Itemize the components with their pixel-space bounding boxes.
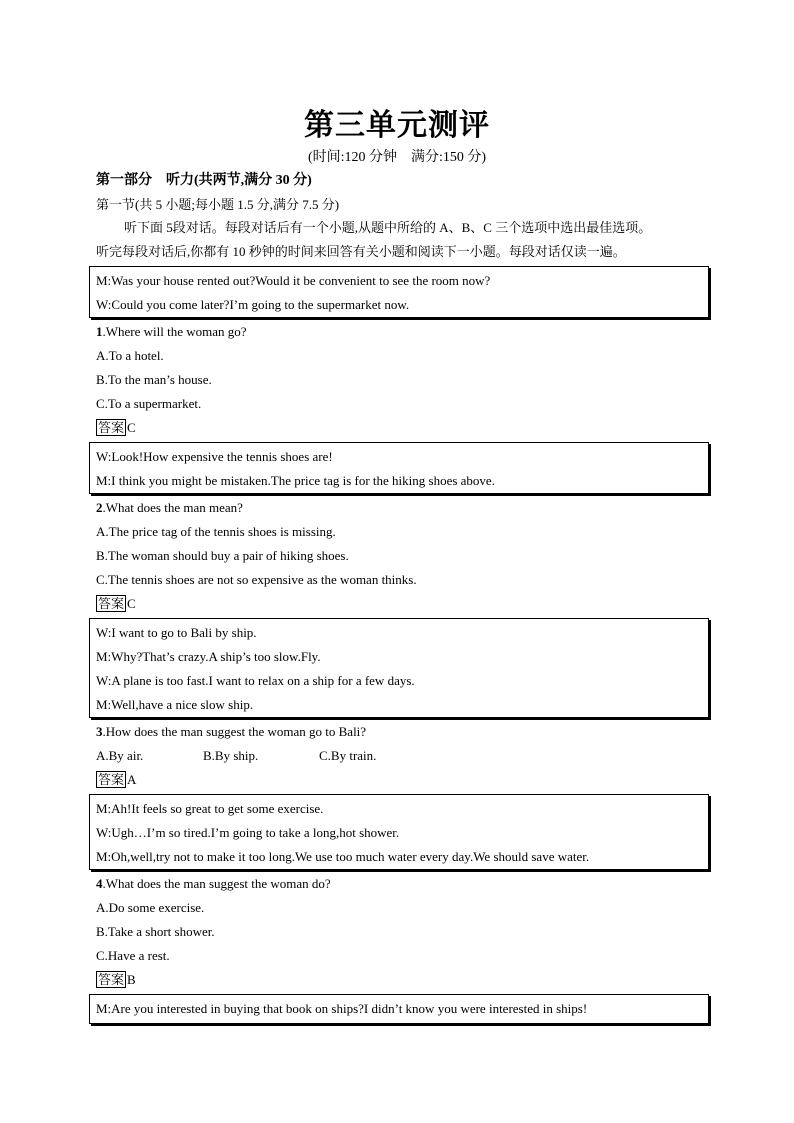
question-text: .How does the man suggest the woman go to Bali? — [102, 724, 367, 739]
answer-row — [96, 971, 136, 989]
option-a: A.The price tag of the tennis shoes is missing. — [96, 524, 336, 539]
dialogue-line: W:Look!How expensive the tennis shoes are! — [96, 449, 333, 464]
question-number: 1 — [96, 324, 103, 339]
dialogue-line: M:I think you might be mistaken.The price tag is for the hiking shoes above. — [96, 473, 495, 488]
answer-label: 答案 — [98, 972, 125, 987]
answer-label: 答案 — [98, 420, 125, 435]
option-b: B.The woman should buy a pair of hiking shoes. — [96, 548, 349, 563]
question-number: 3 — [96, 724, 103, 739]
option-b: B.Take a short shower. — [96, 924, 215, 939]
answer-value: C — [127, 596, 136, 611]
option-b: B.By ship. — [203, 748, 259, 763]
question-4 — [96, 875, 331, 893]
question-3 — [96, 723, 366, 741]
question-text: .What does the man mean? — [102, 500, 243, 515]
dialogue-box-3 — [89, 618, 709, 718]
dialogue-box-4 — [89, 794, 709, 870]
section-heading: 第一节(共 5 小题;每小题 1.5 分,满分 7.5 分) — [96, 197, 340, 212]
question-text: .Where will the woman go? — [102, 324, 247, 339]
option-a: A.Do some exercise. — [96, 900, 205, 915]
dialogue-line: M:Was your house rented out?Would it be convenient to see the room now? — [96, 273, 491, 288]
question-text: .What does the man suggest the woman do? — [102, 876, 331, 891]
option-a: A.To a hotel. — [96, 348, 164, 363]
question-number: 4 — [96, 876, 103, 891]
part-heading: 第一部分 听力(共两节,满分 30 分) — [96, 173, 312, 188]
option-b: B.To the man’s house. — [96, 372, 212, 387]
answer-label: 答案 — [98, 596, 125, 611]
question-1 — [96, 323, 247, 341]
dialogue-line: W:I want to go to Bali by ship. — [96, 625, 257, 640]
dialogue-line: M:Oh,well,try not to make it too long.We use too much water every day.We should save water. — [96, 849, 590, 864]
page-title: 第三单元测评 — [304, 108, 490, 143]
dialogue-line: W:A plane is too fast.I want to relax on a ship for a few days. — [96, 673, 415, 688]
dialogue-line: W:Ugh…I’m so tired.I’m going to take a long,hot shower. — [96, 825, 400, 840]
answer-value: B — [127, 972, 136, 987]
answer-row — [96, 595, 136, 613]
dialogue-line: M:Are you interested in buying that book on ships?I didn’t know you were interested in ships! — [96, 1001, 588, 1016]
question-2 — [96, 499, 243, 517]
answer-row — [96, 771, 136, 789]
instruction-line-2: 听完每段对话后,你都有 10 秒钟的时间来回答有关小题和阅读下一小题。每段对话仅读一遍。 — [96, 244, 626, 259]
option-a: A.By air. — [96, 748, 144, 763]
answer-label: 答案 — [98, 772, 125, 787]
dialogue-line: M:Ah!It feels so great to get some exercise. — [96, 801, 324, 816]
question-number: 2 — [96, 500, 103, 515]
dialogue-line: M:Well,have a nice slow ship. — [96, 697, 254, 712]
option-c: C.To a supermarket. — [96, 396, 202, 411]
dialogue-line: M:Why?That’s crazy.A ship’s too slow.Fly. — [96, 649, 321, 664]
dialogue-line: W:Could you come later?I’m going to the supermarket now. — [96, 297, 410, 312]
instruction-line-1: 听下面 5段对话。每段对话后有一个小题,从题中所给的 A、B、C 三个选项中选出最佳选项。 — [124, 220, 652, 235]
answer-row — [96, 419, 136, 437]
dialogue-box-2 — [89, 442, 709, 494]
option-c: C.Have a rest. — [96, 948, 170, 963]
exam-time-score: (时间:120 分钟 满分:150 分) — [307, 150, 487, 165]
option-c: C.By train. — [319, 748, 377, 763]
answer-value: A — [127, 772, 137, 787]
dialogue-box-1 — [89, 266, 709, 318]
answer-value: C — [127, 420, 136, 435]
option-c: C.The tennis shoes are not so expensive as the woman thinks. — [96, 572, 417, 587]
dialogue-box-5 — [89, 994, 709, 1024]
